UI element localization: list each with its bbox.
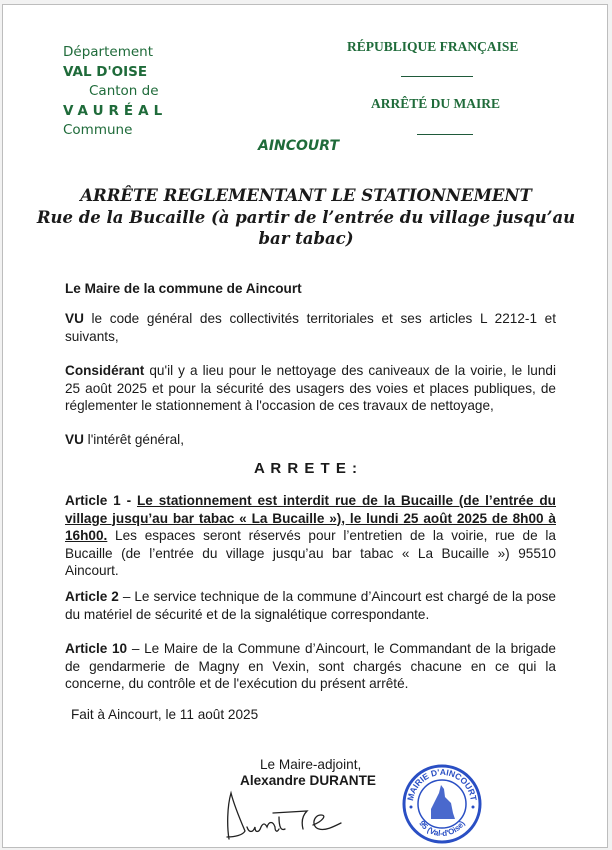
article-1 xyxy=(65,492,556,580)
svg-text:MAIRIE D'AINCOURT: MAIRIE D'AINCOURT xyxy=(405,766,479,802)
considerant-text: qu'il y a lieu pour le nettoyage des caniveaux de la voirie, le lundi 25 août 2025 et pour la sécurité des usagers des voies et places publiques, de réglementer le stationnement à l'occasion de ces travaux de nettoyage, xyxy=(65,363,556,413)
commune-name: AINCOURT xyxy=(258,138,340,154)
department-block xyxy=(63,43,167,141)
vu-label: VU xyxy=(65,311,84,326)
considerant-label: Considérant xyxy=(65,363,145,378)
article-1-text: Les espaces seront réservés pour l’entretien de la voirie, rue de la Bucaille (de l’entrée du village jusqu’au bar tabac « La Bucaille ») 95510 Aincourt. xyxy=(65,528,556,578)
article-2-text: – Le service technique de la commune d’Aincourt est chargé de la pose du matériel de sécurité et de la signalétique correspondante. xyxy=(65,589,556,622)
article-10-label: Article 10 xyxy=(65,641,128,656)
done-at-line: Fait à Aincourt, le 11 août 2025 xyxy=(71,707,259,722)
document-title: ARRÊTE REGLEMENTANT LE STATIONNEMENT xyxy=(80,186,532,205)
mayor-heading: Le Maire de la commune de Aincourt xyxy=(65,281,302,296)
divider-line xyxy=(401,76,473,77)
town-hall-stamp-icon xyxy=(401,763,483,845)
vu-paragraph-2 xyxy=(65,431,556,449)
canton-name: VAURÉAL xyxy=(63,102,168,119)
handwritten-signature-icon xyxy=(217,787,367,843)
vu-paragraph-1 xyxy=(65,310,556,345)
considerant-paragraph xyxy=(65,362,556,415)
vu-text: l'intérêt général, xyxy=(83,432,184,447)
article-1-label: Article 1 - xyxy=(65,493,137,508)
republic-label: RÉPUBLIQUE FRANÇAISE xyxy=(347,39,519,54)
document-page xyxy=(2,4,608,848)
document-subtitle-cont: bar tabac) xyxy=(258,229,354,248)
department-name: VAL D'OISE xyxy=(63,63,148,80)
decree-type-label: ARRÊTÉ DU MAIRE xyxy=(371,96,501,111)
arrete-heading: A R R E T E : xyxy=(253,460,359,477)
svg-text:95 (Val-d'Oise): 95 (Val-d'Oise) xyxy=(417,819,467,839)
department-label: Département xyxy=(63,44,153,60)
vu-text: le code général des collectivités territoriales et ses articles L 2212-1 et suivants, xyxy=(65,311,556,344)
signatory-name: Alexandre DURANTE xyxy=(240,773,376,788)
article-2 xyxy=(65,588,556,623)
article-10 xyxy=(65,640,556,693)
divider-line xyxy=(417,134,473,135)
commune-label: Commune xyxy=(63,122,133,138)
document-subtitle: Rue de la Bucaille (à partir de l’entrée du village jusqu’au xyxy=(36,208,576,227)
article-1-emphasis: Le stationnement est interdit rue de la Bucaille (de l’entrée du village jusqu’au bar tabac « La Bucaille »), le lundi 25 août 2025 de 8h00 à 16h00. xyxy=(65,493,556,543)
article-2-label: Article 2 xyxy=(65,589,119,604)
vu-label: VU xyxy=(65,432,84,447)
article-10-text: – Le Maire de la Commune d’Aincourt, le Commandant de la brigade de gendarmerie de Magny en Vexin, sont chargés chacune en ce qui la concerne, du contrôle et de l'exécution du présent arrêté. xyxy=(65,641,556,691)
canton-label: Canton de xyxy=(89,83,159,99)
signatory-role: Le Maire-adjoint, xyxy=(260,757,362,772)
